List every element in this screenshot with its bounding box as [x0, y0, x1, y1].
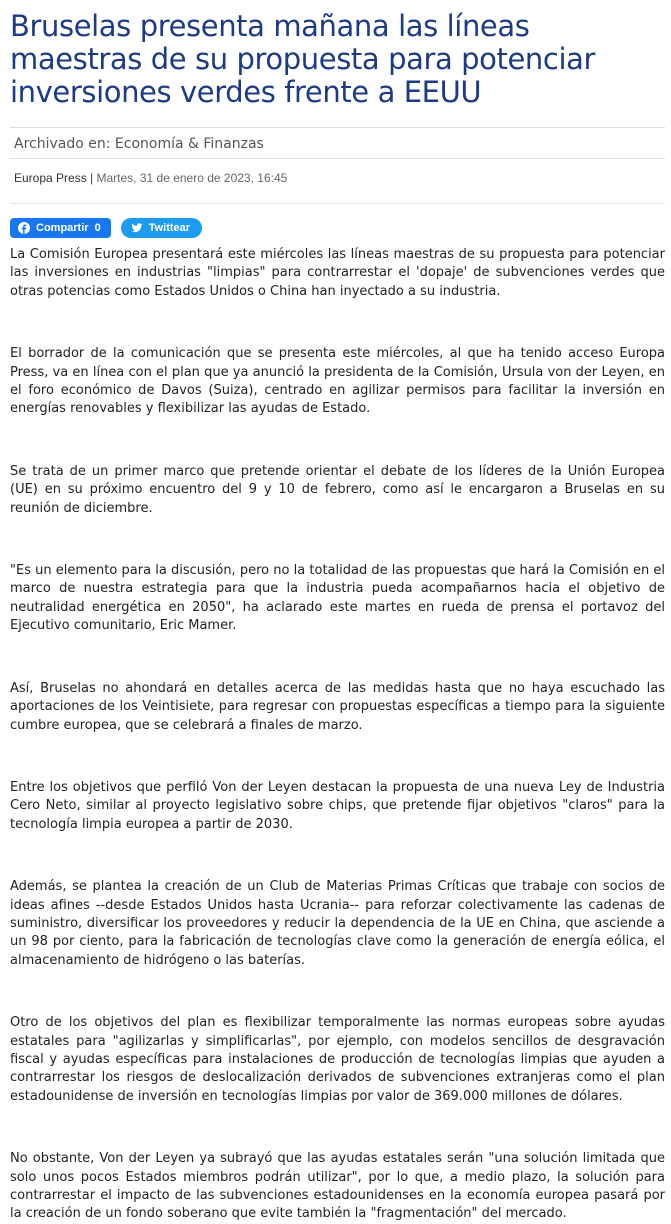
article-paragraph: "Es un elemento para la discusión, pero no la totalidad de las propuestas que hará la Comisión en el marco de nuestra estrategia para que la industria pueda acompañarnos hacia el objetivo de neutralidad energética en 2050", ha aclarado este martes en rueda de prensa el portavoz del Ejecutivo comunitario, Eric Mamer.	[10, 563, 665, 634]
article-paragraph: La Comisión Europea presentará este miércoles las líneas maestras de su propuesta para potenciar las inversiones en industrias "limpias" para contrarrestar el 'dopaje' de subvenciones verdes que otras potencias como Estados Unidos o China han inyectado a su industria.	[10, 247, 665, 299]
article-paragraph: Además, se plantea la creación de un Club de Materias Primas Críticas que trabaje con socios de ideas afines --desde Estados Unidos hasta Ucrania-- para reforzar colectivamente las cadenas de suministro, diversificar los proveedores y reducir la dependencia de la UE en China, que asciende a un 98 por ciento, para la fabricación de tecnologías clave como la generación de energía eólica, el almacenamiento de hidrógeno o las baterías.	[10, 879, 665, 968]
byline-separator: |	[86, 171, 97, 185]
article-body	[10, 246, 665, 1224]
twitter-share-button[interactable]	[121, 218, 202, 238]
article-paragraph: No obstante, Von der Leyen ya subrayó que las ayudas estatales serán "una solución limitada que solo unos pocos Estados miembros podrán utilizar", por lo que, a medio plazo, la solución para contrarrestar el impacto de las subvenciones estadounidenses en la economía europea pasará por la creación de un fondo soberano que evite también la "fragmentación" del mercado.	[10, 1151, 665, 1222]
facebook-share-count: 0	[94, 222, 101, 234]
facebook-share-label: Compartir	[36, 222, 89, 234]
byline	[10, 171, 665, 204]
facebook-icon	[18, 222, 30, 234]
twitter-icon	[131, 222, 143, 234]
article-paragraph: El borrador de la comunicación que se presenta este miércoles, al que ha tenido acceso Europa Press, va en línea con el plan que ya anunció la presidenta de la Comisión, Ursula von der Leyen, en el foro económico de Davos (Suiza), centrado en agilizar permisos para facilitar la inversión en energías renovables y flexibilizar las ayudas de Estado.	[10, 346, 665, 417]
article-paragraph: Entre los objetivos que perfiló Von der Leyen destacan la propuesta de una nueva Ley de Industria Cero Neto, similar al proyecto legislativo sobre chips, que pretende fijar objetivos "claros" para la tecnología limpia europea a partir de 2030.	[10, 779, 665, 832]
article-headline: Bruselas presenta mañana las líneas maestras de su propuesta para potenciar inversiones verdes frente a EEUU	[10, 9, 596, 109]
archive-label[interactable]: Archivado en: Economía & Finanzas	[14, 136, 264, 152]
byline-date: Martes, 31 de enero de 2023, 16:45	[96, 171, 288, 185]
byline-source: Europa Press	[14, 171, 87, 185]
article-paragraph: Así, Bruselas no ahondará en detalles acerca de las medidas hasta que no haya escuchado las aportaciones de los Veintisiete, para regresar con propuestas específicas a tiempo para la siguiente cumbre europea, que se celebrará a finales de marzo.	[10, 680, 665, 733]
archive-category	[10, 127, 665, 159]
article-paragraph: Otro de los objetivos del plan es flexibilizar temporalmente las normas europeas sobre ayudas estatales para "agilizarlas y simplificarlas", por ejemplo, con modelos sencillos de desgravación fiscal y ayudas específicas para instalaciones de producción de tecnologías limpias que ayuden a contrarrestar los riesgos de deslocalización derivados de subvenciones extranjeras como el plan estadounidense de inversión en tecnologías limpias por valor de 369.000 millones de dólares.	[10, 1015, 665, 1104]
twitter-share-label: Twittear	[148, 222, 191, 234]
share-buttons	[10, 218, 665, 238]
article-paragraph: Se trata de un primer marco que pretende orientar el debate de los líderes de la Unión Europea (UE) en su próximo encuentro del 9 y 10 de febrero, como así le encargaron a Bruselas en su reunión de diciembre.	[10, 463, 665, 516]
facebook-share-button[interactable]	[10, 218, 111, 238]
